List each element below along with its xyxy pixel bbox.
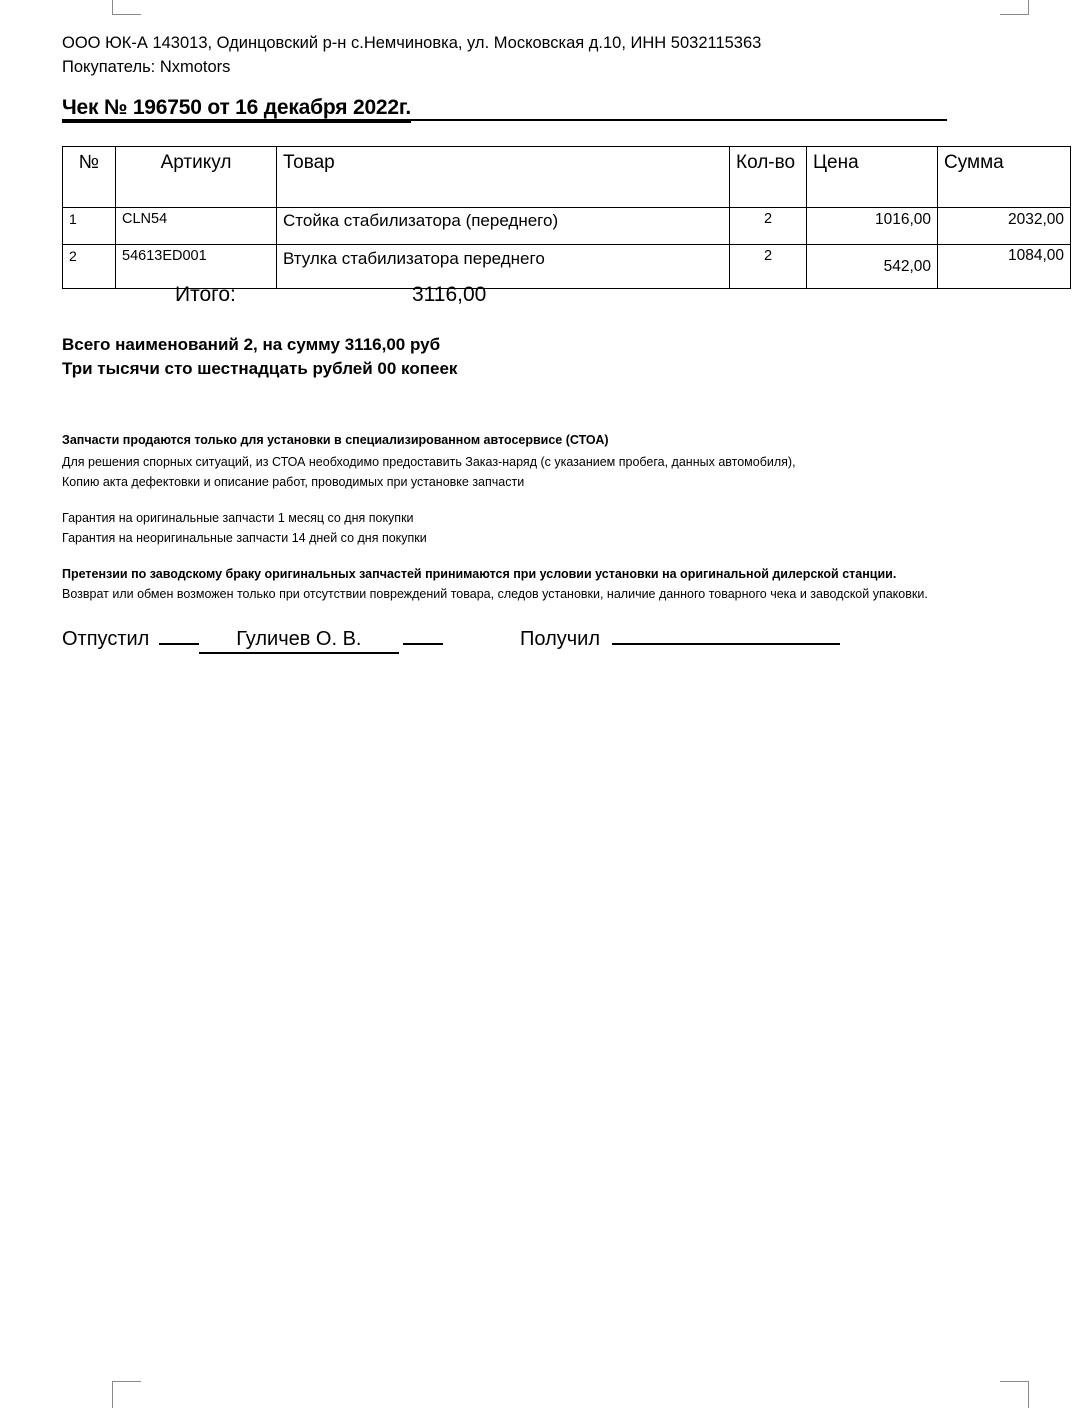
cell-qty: 2 — [730, 208, 807, 245]
received-by-line — [612, 626, 840, 645]
items-table — [62, 146, 1071, 289]
cell-qty: 2 — [730, 245, 807, 289]
table-row — [63, 208, 1071, 245]
total-label: Итого: — [175, 283, 236, 306]
receipt-title-row — [62, 96, 950, 122]
cell-goods: Втулка стабилизатора переднего — [277, 245, 730, 289]
summary-count-amount: Всего наименований 2, на сумму 3116,00 руб — [62, 335, 441, 354]
note-defect-act-copy: Копию акта дефектовки и описание работ, проводимых при установке запчасти — [62, 475, 525, 489]
col-header-price: Цена — [807, 147, 938, 208]
table-row — [63, 245, 1071, 289]
cell-sum: 1084,00 — [938, 245, 1071, 289]
cell-sum: 2032,00 — [938, 208, 1071, 245]
note-dispute-order: Для решения спорных ситуаций, из СТОА необходимо предоставить Заказ-наряд (с указанием пробега, данных автомобиля), — [62, 455, 796, 469]
cell-price: 1016,00 — [807, 208, 938, 245]
note-factory-defect-claims: Претензии по заводскому браку оригинальных запчастей принимаются при условии установки на оригинальной дилерской станции. — [62, 567, 897, 581]
received-by-label: Получил — [520, 628, 601, 650]
cell-num: 2 — [63, 245, 116, 289]
note-service-requirement: Запчасти продаются только для установки в специализированном автосервисе (СТОА) — [62, 433, 609, 447]
col-header-goods: Товар — [277, 147, 730, 208]
table-header-row — [63, 147, 1071, 208]
released-by-line-prefix — [159, 626, 199, 645]
items-table-body — [63, 208, 1071, 289]
cell-article: 54613ED001 — [116, 245, 277, 289]
released-by-line-suffix — [403, 626, 443, 645]
col-header-article: Артикул — [116, 147, 277, 208]
note-return-exchange: Возврат или обмен возможен только при отсутствии повреждений товара, следов установки, наличие данного товарного чека и заводской упаковки. — [62, 587, 928, 601]
released-by-label: Отпустил — [62, 628, 150, 650]
cell-article: CLN54 — [116, 208, 277, 245]
title-underline — [62, 119, 947, 121]
items-table-head — [63, 147, 1071, 208]
buyer-info: Покупатель: Nxmotors — [62, 58, 231, 76]
released-by-name: Гуличев О. В. — [199, 628, 399, 654]
cell-num: 1 — [63, 208, 116, 245]
crop-mark-top-right — [1000, 0, 1029, 15]
col-header-qty: Кол-во — [730, 147, 807, 208]
signature-row — [62, 626, 840, 654]
company-info: ООО ЮК-А 143013, Одинцовский р-н с.Немчиновка, ул. Московская д.10, ИНН 5032115363 — [62, 34, 762, 52]
summary-amount-words: Три тысячи сто шестнадцать рублей 00 копеек — [62, 359, 458, 378]
col-header-sum: Сумма — [938, 147, 1071, 208]
crop-mark-top-left — [112, 0, 141, 15]
total-value: 3116,00 — [412, 283, 487, 306]
note-warranty-nonoriginal: Гарантия на неоригинальные запчасти 14 дней со дня покупки — [62, 531, 427, 545]
col-header-num: № — [63, 147, 116, 208]
receipt-title: Чек № 196750 от 16 декабря 2022г. — [62, 96, 411, 123]
note-warranty-original: Гарантия на оригинальные запчасти 1 месяц со дня покупки — [62, 511, 414, 525]
cell-goods: Стойка стабилизатора (переднего) — [277, 208, 730, 245]
cell-price: 542,00 — [807, 245, 938, 289]
